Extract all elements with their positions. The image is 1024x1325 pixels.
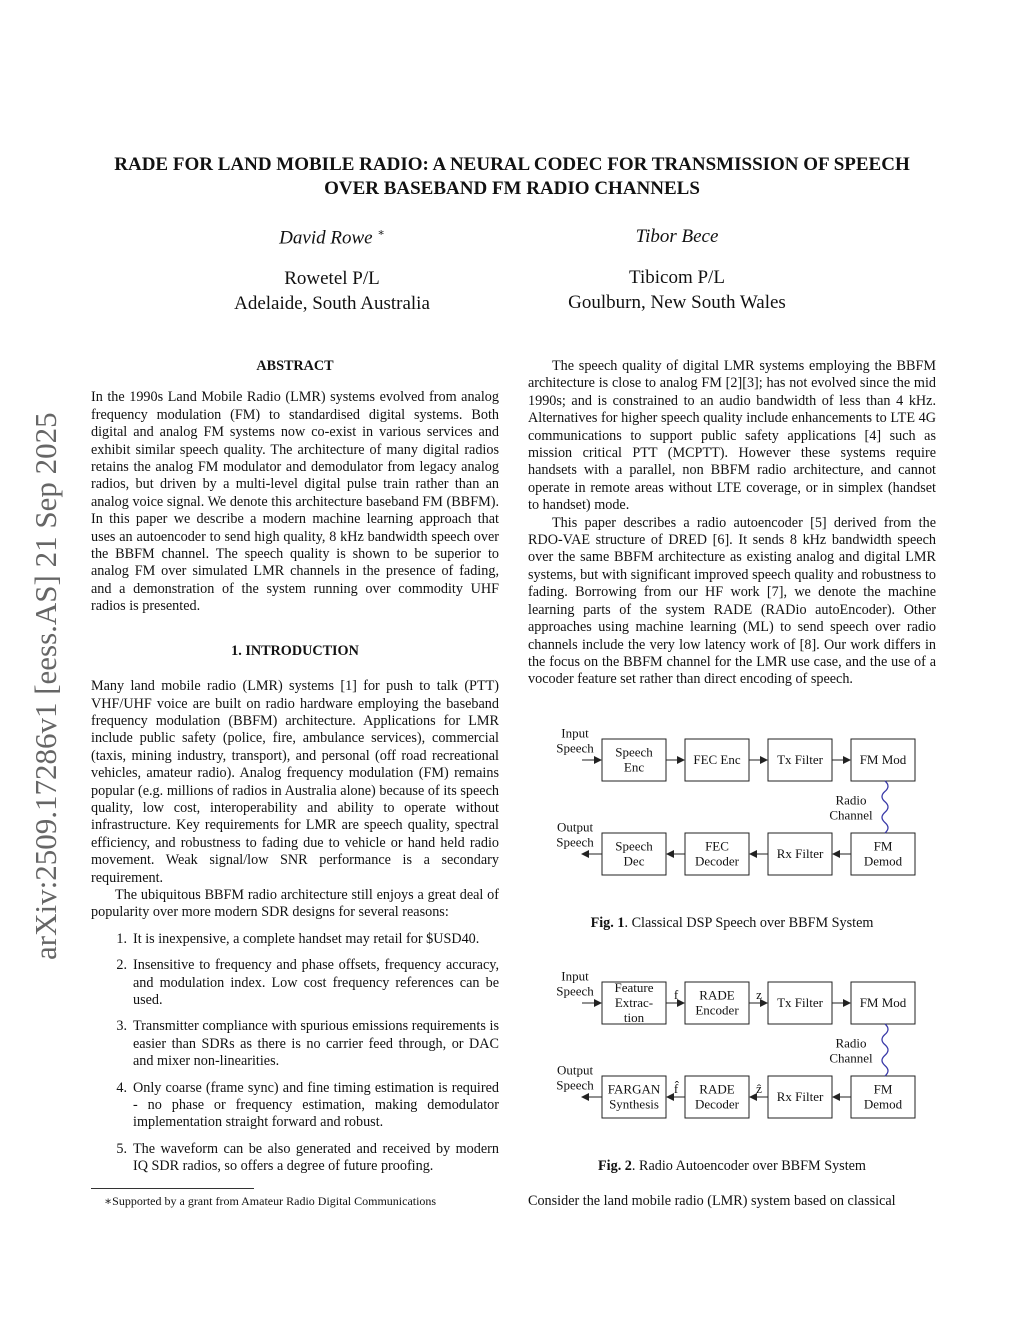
paper-title [60,153,964,201]
output-speech-label: Output Speech [556,1062,594,1093]
figure-1-caption [528,915,936,932]
left-column [91,358,499,1185]
author-affiliation: Tibicom P/L [629,267,725,288]
latent-estimate-label: ẑ [756,1081,762,1096]
author-affiliation: Rowetel P/L [284,268,380,290]
list-item: 5. The waveform can be also generated and received by modern IQ SDR radios, so offers a degree of future proofing. [116,1140,499,1175]
right-column-text [528,358,936,689]
figure-1-diagram [548,722,928,892]
author-name: Tibor Bece [635,226,719,247]
tx-block-label-2: Tx Filter [777,752,823,767]
footnote: ∗Supported by a grant from Amateur Radio Digital Communications [104,1194,437,1208]
abstract-heading: ABSTRACT [256,358,334,374]
right-paragraph-3: Consider the land mobile radio (LMR) system based on classical [528,1193,896,1209]
tx-block-label-1: RADE Encoder [695,987,739,1018]
tx-block-label-3: FM Mod [859,995,907,1010]
radio-channel-wave [882,781,888,833]
footnote-rule [91,1188,254,1189]
reasons-list [91,931,499,1176]
list-item: 2. Insensitive to frequency and phase offsets, frequency accuracy, and modulation index. Low cost frequency references can be used. [116,957,499,1008]
author-block-2 [547,226,807,315]
rx-block-label-2: Rx Filter [776,846,824,861]
tx-block-label-3: FM Mod [859,752,907,767]
block-diagram-svg [548,722,928,892]
tx-block-label-0: Speech Enc [615,744,653,775]
radio-channel-wave [882,1024,888,1076]
radio-channel-label: Radio Channel [829,1035,873,1066]
author-name: David Rowe [279,227,373,249]
tx-block-label-1: FEC Enc [693,752,741,767]
output-speech-label: Output Speech [556,819,594,850]
right-paragraph-1: The speech quality of digital LMR systems employing the BBFM architecture is close to analog FM [2][3]; has not evolved since the mid 1990s; and is constrained to an audio bandwidth of less than 4 kHz. Alternatives for higher speech quality include enhancements to LTE 4G communications to support public safety applications [4] such as mission critical PTT (MCPTT). However these systems require handsets with a parallel, non BBFM radio architecture, and cannot operate in remote areas without LTE coverage, or in simplex (handset to handset) mode. [528,358,936,514]
rx-block-label-3: FM Demod [863,838,903,869]
tx-block-label-0: Feature Extrac-tion [614,980,654,1025]
intro-paragraph-1: Many land mobile radio (LMR) systems [1] for push to talk (PTT) VHF/UHF voice are built on radio hardware employing the baseband frequency modulation (BBFM) architecture. Applications for LMR include public safety (police, fire, ambulance services), commercial (taxis, mining industry, transport), and personal (off road recreational vehicles, amateur radio). Analog frequency modulation (FM) remains popular (e.g. millions of radios in Australia alone) because of its speech quality, low cost, interoperability and ability to operate without infrastructure. Key requirements for LMR are speech quality, spectral efficiency, and robustness to fading due to vehicle or hand held radio movement. Weak signal/low SNR performance is a secondary requirement. [91,678,499,886]
intro-paragraph-2: The ubiquitous BBFM radio architecture still enjoys a great deal of popularity over more modern SDR designs for several reasons: [91,886,499,921]
rx-block-label-1: RADE Decoder [694,1081,740,1112]
list-item: 1. It is inexpensive, a complete handset may retail for $USD40. [116,930,480,947]
feature-estimate-label: f̂ [673,1081,679,1096]
figure-2-diagram [548,965,928,1135]
tx-block-label-2: Tx Filter [777,995,823,1010]
title-line-2: OVER BASEBAND FM RADIO CHANNELS [324,178,700,199]
arxiv-identifier-stamp [12,360,68,980]
latent-vector-label: z [756,987,762,1002]
introduction-heading: 1. INTRODUCTION [231,642,359,659]
title-line-1: RADE FOR LAND MOBILE RADIO: A NEURAL CODEC FOR TRANSMISSION OF SPEECH [114,154,910,175]
author-location: Goulburn, New South Wales [568,292,786,313]
abstract-text: In the 1990s Land Mobile Radio (LMR) systems evolved from analog frequency modulation (FM) to standardised digital systems. Both digital and analog FM systems now co-exist in various services and exhibit similar speech quality. The architecture of many digital radios retains the analog FM modulator and demodulator from legacy analog radios, but driven by a multi-level digital pulse train rather than an analog voice signal. We denote this architecture baseband FM (BBFM). In this paper we describe a modern machine learning approach that uses an autoencoder to send high quality, 8 kHz bandwidth speech over the BBFM channel. The speech quality is shown to be superior to analog FM over simulated LMR channels in the presence of fading, and a demonstration of the system running over commodity UHF radios is presented. [91,389,499,615]
figure-label: Fig. 2 [598,1158,632,1174]
author-footnote-mark: ∗ [377,227,385,239]
rx-block-label-0: Speech Dec [615,838,653,869]
figure-2-caption [528,1158,936,1175]
rx-block-label-2: Rx Filter [776,1089,824,1104]
list-item: 4. Only coarse (frame sync) and fine timing estimation is required - no phase or frequency estimation, making demodulator implementation straight forward and robust. [116,1079,499,1131]
right-paragraph-2: This paper describes a radio autoencoder [5] derived from the RDO-VAE structure of DRED [6]. It sends 8 kHz bandwidth speech over the same BBFM architecture as existing analog and digital LMR systems, but with significant improved speech quality and robustness to fading. Borrowing from our HF work [7], we denote the machine learning parts of the system RADE (RADio autoEncoder). Other approaches using machine learning (ML) to send speech over radio channels include the very low latency work of [8]. Our work differs in the focus on the BBFM channel for the LMR use case, and the use of a vocoder feature set rather than direct encoding of speech. [528,514,936,688]
radio-channel-label: Radio Channel [829,792,873,823]
figure-label: Fig. 1 [590,915,625,931]
feature-vector-label: f [673,987,679,1002]
arxiv-id-text: arXiv:2509.17286v1 [eess.AS] 21 Sep 2025 [28,412,63,960]
block-diagram-svg [548,965,928,1135]
caption-text: . Radio Autoencoder over BBFM System [631,1158,866,1174]
author-location: Adelaide, South Australia [234,293,430,315]
list-item: 3. Transmitter compliance with spurious emissions requirements is easier than SDRs as there is no carrier feed through, or DAC and mixer non-linearities. [116,1018,499,1070]
rx-block-label-0: FARGAN Synthesis [607,1081,661,1112]
caption-text: . Classical DSP Speech over BBFM System [624,915,874,931]
rx-block-label-3: FM Demod [863,1081,903,1112]
input-speech-label: Input Speech [556,968,594,999]
author-block-1 [212,226,452,316]
rx-block-label-1: FEC Decoder [694,838,740,869]
input-speech-label: Input Speech [556,725,594,756]
